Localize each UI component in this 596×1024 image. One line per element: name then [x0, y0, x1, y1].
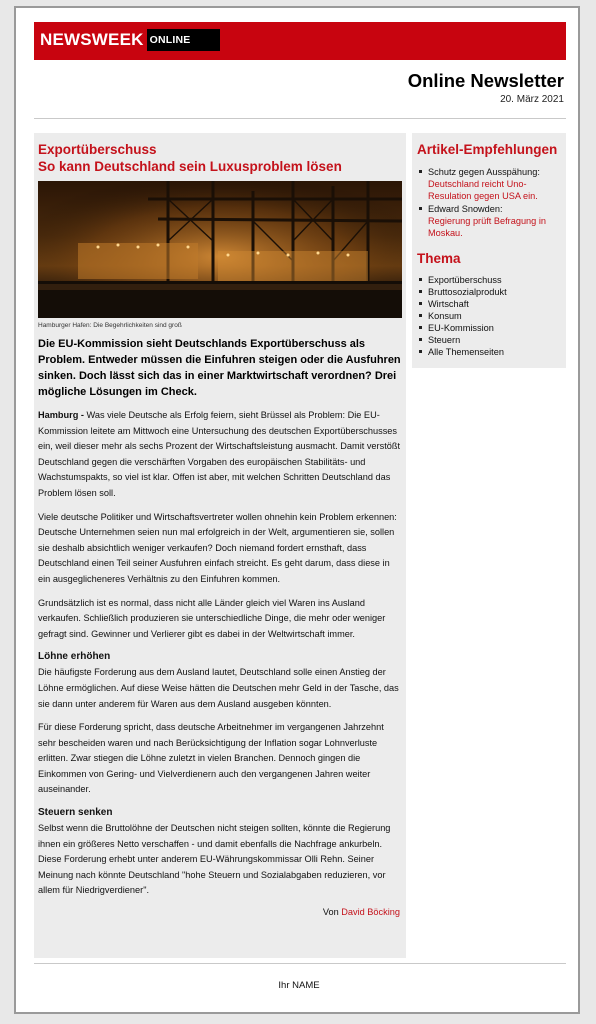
footer-divider [34, 963, 566, 964]
topic-item[interactable]: Wirtschaft [417, 298, 561, 310]
article-paragraph: Für diese Forderung spricht, dass deutsche Arbeitnehmer im vergangenen Jahrzehnt sehr bescheiden waren und nach Berücksichtigung der Inflation sogar Lohnverluste erlitten. Zwar stiegen die Löhne zuletzt in vielen Branchen. Dennoch gingen die Einkommen von Gering- und Vielverdienern auch den vergangenen Jahren weiter auseinander. [38, 722, 384, 795]
newsletter-frame [14, 6, 580, 1014]
byline [38, 907, 402, 917]
article-paragraph: Die häufigste Forderung aus dem Ausland lautet, Deutschland solle einen Anstieg der Löhne ermöglichen. Auf diese Weise hätten die Deutschen mehr Geld in der Tasche, das sie dann unter anderem für Waren aus dem Ausland ausgeben könnten. [38, 667, 399, 709]
topic-item[interactable]: Exportüberschuss [417, 274, 561, 286]
topic-item[interactable]: Konsum [417, 310, 561, 322]
brand-bar [34, 22, 566, 60]
newsletter-title: Online Newsletter [407, 70, 564, 91]
article-paragraph: Viele deutsche Politiker und Wirtschaftsvertreter wollen ohnehin kein Problem erkennen: Deutsche Unternehmen seien nun mal erfolgreich in der Welt, argumentieren sie, sollen sie deshalb absichtlich weniger verkaufen? Doch niemand fordert ernsthaft, dass Deutschland einen Teil seiner Ausfuhren einfach streicht. Es geht darum, dass diese in ein ausgeglicheneres Verhältnis zu den Einfuhren kommen. [38, 511, 397, 584]
topic-item[interactable]: EU-Kommission [417, 322, 561, 334]
recommendations-list [417, 166, 561, 239]
article-paragraph: Selbst wenn die Bruttolöhne der Deutschen nicht steigen sollten, könnte die Regierung ihnen ein größeres Netto verschaffen - und damit ebenfalls die Nachfrage ankurbeln. Diese Forderung erhebt unter anderem EU-Währungskommissar Olli Rehn. Seiner Meinung nach könnte Deutschland "hohe Steuern und Sozialabgaben reduzieren, vor allem für Niedrigverdiener". [38, 823, 391, 896]
newsletter-date: 20. März 2021 [500, 94, 564, 105]
byline-prefix: Von [322, 907, 339, 918]
author-link[interactable]: David Böcking [341, 907, 400, 918]
dateline: Hamburg - [38, 410, 84, 420]
recommendation-label: Schutz gegen Ausspähung: [428, 167, 540, 177]
topics-heading: Thema [417, 251, 461, 266]
recommendation-link[interactable]: Deutschland reicht Uno-Resulation gegen USA ein. [428, 179, 538, 201]
topic-item[interactable]: Bruttosozialprodukt [417, 286, 561, 298]
article-lead: Die EU-Kommission sieht Deutschlands Exportüberschuss als Problem. Entweder müssen die Einfuhren steigen oder die Ausfuhren sinken. Doch lässt sich das in einer Marktwirtschaft verordnen? Drei mögliche Lösungen im Check. [38, 338, 401, 398]
topic-item[interactable]: Alle Themenseiten [417, 346, 561, 358]
section-heading: Steuern senken [38, 807, 113, 819]
list-item [417, 203, 561, 239]
sidebar [412, 133, 566, 368]
footer-signature: Ihr NAME [278, 980, 320, 991]
recommendation-label: Edward Snowden: [428, 204, 503, 214]
newsweek-logo[interactable] [40, 28, 220, 52]
topics-list [417, 274, 561, 358]
recommendations-heading: Artikel-Empfehlungen [417, 142, 558, 157]
logo-wordmark: NEWSWEEK [40, 30, 144, 49]
image-caption: Hamburger Hafen: Die Begehrlichkeiten sind groß [38, 322, 182, 329]
article-paragraph [38, 408, 402, 502]
topic-item[interactable]: Steuern [417, 334, 561, 346]
header-divider [34, 118, 566, 119]
recommendation-link[interactable]: Regierung prüft Befragung in Moskau. [428, 216, 546, 238]
paragraph-text: Was viele Deutsche als Erfolg feiern, sieht Brüssel als Problem: Die EU-Kommission leitete am Mittwoch eine Untersuchung des deutschen Exportüberschusses ein, weil dieser mehr als sechs Prozent der Wirtschaftsleistung ausmacht. Damit verstößt Deutschland gegen die verschärften Vorgaben des europäischen Stabilitäts- und Wachstumspakts, so viel ist klar. Offen ist aber, mit welchen Schritten Deutschland das Problem lösen soll. [38, 410, 401, 498]
list-item [417, 166, 561, 202]
logo-online-tag: ONLINE [147, 29, 221, 51]
main-article [34, 133, 406, 958]
article-title[interactable]: So kann Deutschland sein Luxusproblem lösen [38, 159, 342, 174]
article-paragraph: Grundsätzlich ist es normal, dass nicht alle Länder gleich viel Waren ins Ausland verkaufen. Schließlich produzieren sie unterschiedliche Dinge, die mehr oder weniger gefragt sind. Gewinner und Verlierer gibt es dabei in der Weltwirtschaft immer. [38, 597, 386, 639]
section-heading: Löhne erhöhen [38, 651, 111, 663]
harbor-night-image [38, 181, 402, 318]
article-photo[interactable] [38, 181, 402, 318]
article-kicker[interactable]: Exportüberschuss [38, 142, 157, 157]
